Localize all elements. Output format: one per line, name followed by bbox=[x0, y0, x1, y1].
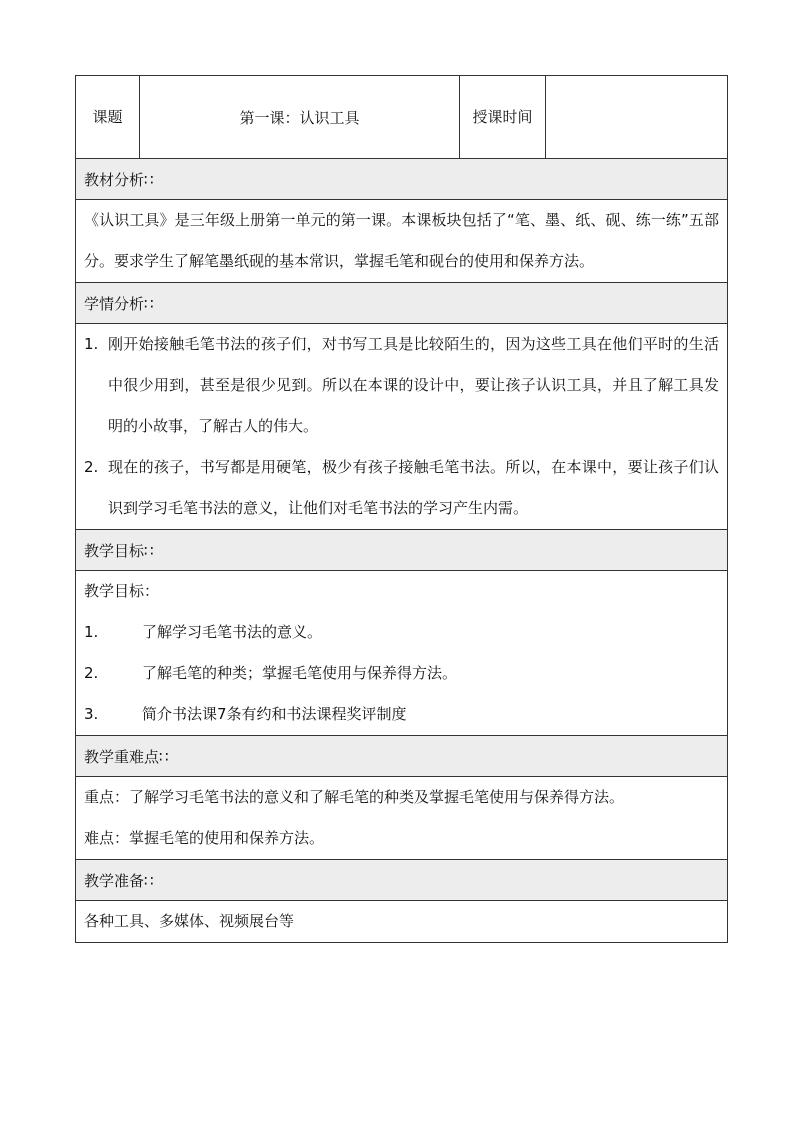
prep-body-row bbox=[76, 901, 728, 943]
list-item-number: 1. bbox=[84, 335, 99, 353]
materials-heading: 教材分析∷ bbox=[76, 159, 728, 200]
lesson-plan-page bbox=[75, 75, 727, 943]
goals-heading-row bbox=[76, 530, 728, 571]
list-item bbox=[84, 653, 719, 694]
materials-text: 《认识工具》是三年级上册第一单元的第一课。本课板块包括了“笔、墨、纸、砚、练一练”五部分。要求学生了解笔墨纸砚的基本常识，掌握毛笔和砚台的使用和保养方法。 bbox=[84, 211, 719, 270]
prep-heading: 教学准备∷ bbox=[76, 860, 728, 901]
list-item-text: 了解毛笔的种类；掌握毛笔使用与保养得方法。 bbox=[142, 664, 458, 682]
goals-intro: 教学目标： bbox=[84, 582, 160, 600]
keypoints-body-row bbox=[76, 777, 728, 860]
students-heading-row bbox=[76, 283, 728, 324]
list-item-text: 现在的孩子，书写都是用硬笔，极少有孩子接触毛笔书法。所以，在本课中，要让孩子们认识到学习毛笔书法的意义，让他们对毛笔书法的学习产生内需。 bbox=[108, 458, 719, 517]
students-body-row bbox=[76, 324, 728, 530]
list-item bbox=[84, 447, 719, 529]
lesson-title: 第一课：认识工具 bbox=[140, 76, 460, 159]
goals-heading: 教学目标∷ bbox=[76, 530, 728, 571]
students-heading: 学情分析∷ bbox=[76, 283, 728, 324]
list-item-text: 了解学习毛笔书法的意义。 bbox=[142, 623, 323, 641]
keypoints-heading-row bbox=[76, 736, 728, 777]
list-item bbox=[84, 612, 719, 653]
topic-label: 课题 bbox=[76, 76, 140, 159]
header-row bbox=[76, 76, 728, 159]
list-item-number: 2. bbox=[84, 458, 99, 476]
key-point-text: 重点：了解学习毛笔书法的意义和了解毛笔的种类及掌握毛笔使用与保养得方法。 bbox=[84, 788, 625, 806]
list-item-number: 1. bbox=[84, 623, 99, 641]
lesson-plan-table bbox=[75, 75, 728, 943]
time-value bbox=[546, 76, 728, 159]
goals-body-row bbox=[76, 571, 728, 736]
list-item-text: 简介书法课7条有约和书法课程奖评制度 bbox=[142, 705, 407, 723]
prep-text: 各种工具、多媒体、视频展台等 bbox=[84, 912, 295, 930]
list-item-text: 刚开始接触毛笔书法的孩子们，对书写工具是比较陌生的，因为这些工具在他们平时的生活中很少用到，甚至是很少见到。所以在本课的设计中，要让孩子认识工具，并且了解工具发明的小故事，了解古人的伟大。 bbox=[108, 335, 719, 435]
difficult-point-text: 难点：掌握毛笔的使用和保养方法。 bbox=[84, 829, 325, 847]
keypoints-heading: 教学重难点∷ bbox=[76, 736, 728, 777]
prep-heading-row bbox=[76, 860, 728, 901]
time-label: 授课时间 bbox=[460, 76, 546, 159]
materials-body-row bbox=[76, 200, 728, 283]
list-item bbox=[84, 324, 719, 447]
list-item-number: 2. bbox=[84, 664, 99, 682]
materials-heading-row bbox=[76, 159, 728, 200]
list-item bbox=[84, 694, 719, 735]
list-item-number: 3. bbox=[84, 705, 99, 723]
